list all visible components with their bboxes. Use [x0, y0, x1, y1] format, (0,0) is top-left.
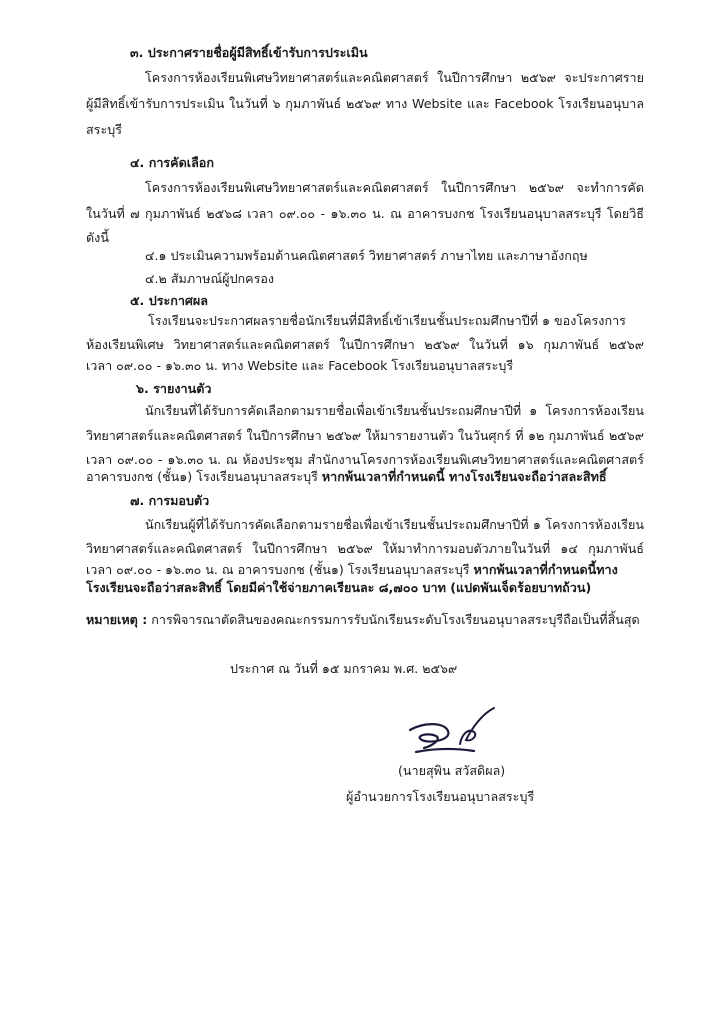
note-text: การพิจารณาตัดสินของคณะกรรมการรับนักเรียนระดับโรงเรียนอนุบาลสระบุรีถือเป็นที่สิ้นสุด [147, 612, 640, 627]
announcement-date: ประกาศ ณ วันที่ ๑๕ มกราคม พ.ศ. ๒๕๖๙ [230, 661, 458, 676]
section-4-item-1: ๔.๑ ประเมินความพร้อมด้านคณิตศาสตร์ วิทยาศาสตร์ ภาษาไทย และภาษาอังกฤษ [145, 248, 588, 263]
section-7-heading: ๗. การมอบตัว [130, 493, 210, 508]
section-7-line-2: วิทยาศาสตร์และคณิตศาสตร์ ในปีการศึกษา ๒๕๖๙ ให้มาทำการมอบตัวภายในวันที่ ๑๔ กุมภาพันธ์ [86, 541, 644, 556]
section-6-line-4 [86, 468, 607, 486]
note [86, 611, 640, 629]
section-4-item-2: ๔.๒ สัมภาษณ์ผู้ปกครอง [145, 271, 275, 286]
section-4-heading: ๔. การคัดเลือก [130, 155, 214, 170]
note-label: หมายเหตุ : [86, 612, 148, 627]
signature-image [402, 704, 502, 762]
section-6-forfeit-warning: หากพ้นเวลาที่กำหนดนี้ ทางโรงเรียนจะถือว่าสละสิทธิ์ [321, 469, 607, 484]
section-6-line-2: วิทยาศาสตร์และคณิตศาสตร์ ในปีการศึกษา ๒๕๖๙ ให้มารายงานตัว ในวันศุกร์ ที่ ๑๒ กุมภาพันธ์ ๒๕๖๙ [86, 428, 644, 443]
section-6-line-3: เวลา ๐๙.๐๐ - ๑๖.๓๐ น. ณ ห้องประชุม สำนักงานโครงการห้องเรียนพิเศษวิทยาศาสตร์และคณิตศาสตร์ [86, 452, 644, 467]
section-7-forfeit-warning: หากพ้นเวลาที่กำหนดนี้ทาง [473, 562, 618, 577]
section-3-line-3: สระบุรี [86, 122, 122, 137]
signer-name: (นายสุพิน สวัสดิผล) [398, 763, 506, 778]
section-3-heading: ๓. ประกาศรายชื่อผู้มีสิทธิ์เข้ารับการประเมิน [130, 45, 368, 60]
section-7-line-4: โรงเรียนจะถือว่าสละสิทธิ์ โดยมีค่าใช้จ่ายภาคเรียนละ ๘,๗๐๐ บาท (แปดพันเจ็ดร้อยบาทถ้วน) [86, 580, 592, 595]
section-6-line-4-text: อาคารบงกช (ชั้น๑) โรงเรียนอนุบาลสระบุรี [86, 469, 322, 484]
section-5-heading: ๕. ประกาศผล [130, 293, 209, 308]
section-4-line-2: ในวันที่ ๗ กุมภาพันธ์ ๒๕๖๘ เวลา ๐๙.๐๐ - ๑๖.๓๐ น. ณ อาคารบงกช โรงเรียนอนุบาลสระบุรี โดยวิธี [86, 206, 644, 221]
section-7-line-1: นักเรียนผู้ที่ได้รับการคัดเลือกตามรายชื่อเพื่อเข้าเรียนชั้นประถมศึกษาปีที่ ๑ โครงการห้องเรียน [145, 517, 644, 532]
section-6-heading: ๖. รายงานตัว [136, 381, 212, 396]
signer-position: ผู้อำนวยการโรงเรียนอนุบาลสระบุรี [346, 789, 535, 804]
section-3-line-1: โครงการห้องเรียนพิเศษวิทยาศาสตร์และคณิตศาสตร์ ในปีการศึกษา ๒๕๖๙ จะประกาศราย [145, 70, 644, 85]
section-3-line-2: ผู้มีสิทธิ์เข้ารับการประเมิน ในวันที่ ๖ กุมภาพันธ์ ๒๕๖๙ ทาง Website และ Facebook โรงเรียนอนุบาล [86, 96, 644, 111]
section-4-line-3: ดังนี้ [86, 230, 109, 245]
section-4-line-1: โครงการห้องเรียนพิเศษวิทยาศาสตร์และคณิตศาสตร์ ในปีการศึกษา ๒๕๖๙ จะทำการคัด [145, 180, 644, 195]
section-7-line-3 [86, 561, 618, 579]
section-6-line-1: นักเรียนที่ได้รับการคัดเลือกตามรายชื่อเพื่อเข้าเรียนชั้นประถมศึกษาปีที่ ๑ โครงการห้องเรียน [145, 403, 644, 418]
section-5-line-2: ห้องเรียนพิเศษ วิทยาศาสตร์และคณิตศาสตร์ ในปีการศึกษา ๒๕๖๙ ในวันที่ ๑๖ กุมภาพันธ์ ๒๕๖๙ [86, 337, 644, 352]
section-7-line-3-text: เวลา ๐๙.๐๐ - ๑๖.๓๐ น. ณ อาคารบงกช (ชั้น๑) โรงเรียนอนุบาลสระบุรี [86, 562, 474, 577]
section-5-line-3: เวลา ๐๙.๐๐ - ๑๖.๓๐ น. ทาง Website และ Facebook โรงเรียนอนุบาลสระบุรี [86, 358, 514, 373]
section-5-line-1: โรงเรียนจะประกาศผลรายชื่อนักเรียนที่มีสิทธิ์เข้าเรียนชั้นประถมศึกษาปีที่ ๑ ของโครงการ [148, 313, 626, 328]
